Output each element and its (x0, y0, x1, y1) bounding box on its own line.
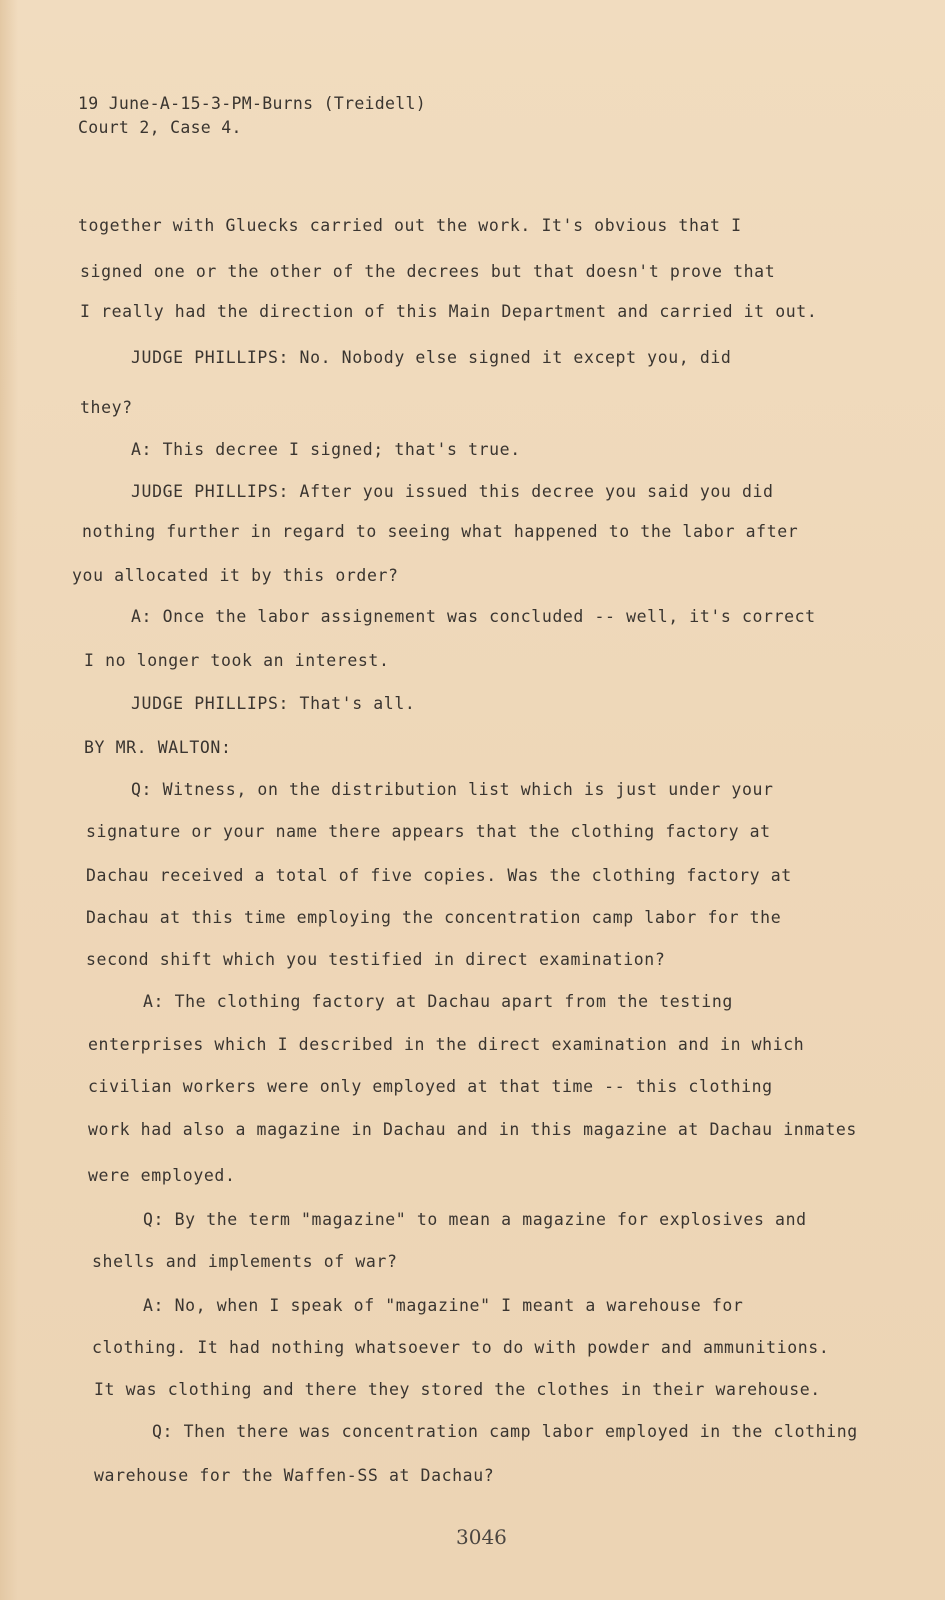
transcript-line: I really had the direction of this Main Department and carried it out. (80, 302, 818, 321)
transcript-line: you allocated it by this order? (72, 566, 399, 585)
transcript-line: work had also a magazine in Dachau and in this magazine at Dachau inmates (88, 1120, 857, 1139)
transcript-line: Dachau at this time employing the concentration camp labor for the (86, 908, 782, 927)
transcript-line: nothing further in regard to seeing what happened to the labor after (82, 522, 799, 541)
transcript-line: were employed. (88, 1166, 236, 1185)
page-edge-shadow (0, 0, 18, 1600)
transcript-line: enterprises which I described in the direct examination and in which (88, 1035, 805, 1054)
transcript-line: JUDGE PHILLIPS: That's all. (131, 694, 416, 713)
transcript-line: It was clothing and there they stored the clothes in their warehouse. (94, 1380, 821, 1399)
transcript-line: signature or your name there appears that the clothing factory at (86, 822, 771, 841)
transcript-line: A: Once the labor assignement was concluded -- well, it's correct (131, 607, 816, 626)
transcript-line: Q: Then there was concentration camp labor employed in the clothing (152, 1422, 858, 1441)
transcript-line: JUDGE PHILLIPS: No. Nobody else signed it except you, did (131, 348, 732, 367)
transcript-line: Dachau received a total of five copies. Was the clothing factory at (86, 866, 792, 885)
transcript-line: shells and implements of war? (92, 1252, 398, 1271)
page-number: 3046 (456, 1525, 507, 1549)
transcript-line: JUDGE PHILLIPS: After you issued this decree you said you did (131, 482, 774, 501)
transcript-line: A: The clothing factory at Dachau apart from the testing (143, 992, 733, 1011)
transcript-line: civilian workers were only employed at that time -- this clothing (88, 1077, 773, 1096)
header-court-line: Court 2, Case 4. (78, 118, 242, 137)
transcript-line: Q: Witness, on the distribution list which is just under your (131, 780, 774, 799)
transcript-line: Q: By the term "magazine" to mean a magazine for explosives and (143, 1210, 807, 1229)
transcript-line: they? (80, 398, 133, 417)
transcript-line: second shift which you testified in direct examination? (86, 950, 666, 969)
transcript-line: I no longer took an interest. (84, 651, 390, 670)
transcript-line: together with Gluecks carried out the work. It's obvious that I (78, 216, 742, 235)
transcript-line: clothing. It had nothing whatsoever to do with powder and ammunitions. (92, 1338, 830, 1357)
transcript-line: A: No, when I speak of "magazine" I meant a warehouse for (143, 1296, 744, 1315)
transcript-line: signed one or the other of the decrees but that doesn't prove that (80, 262, 776, 281)
transcript-line: BY MR. WALTON: (84, 738, 232, 757)
header-session-line: 19 June-A-15-3-PM-Burns (Treidell) (78, 94, 426, 113)
document-header (78, 92, 426, 140)
transcript-line: A: This decree I signed; that's true. (131, 440, 521, 459)
transcript-line: warehouse for the Waffen-SS at Dachau? (94, 1466, 495, 1485)
